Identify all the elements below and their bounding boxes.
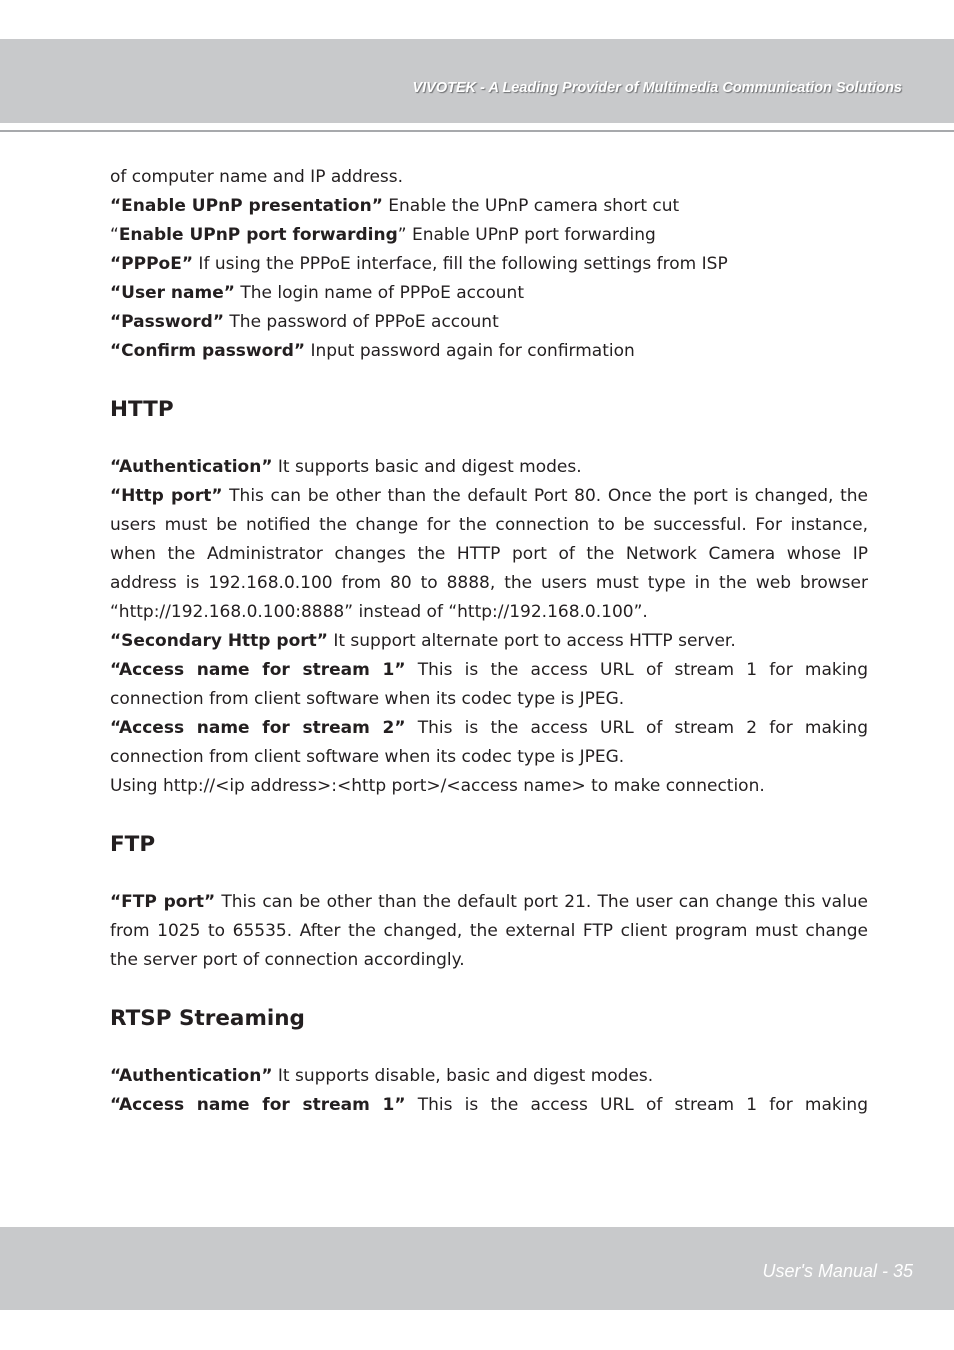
term-description: This is the access URL of stream 2 for making — [405, 718, 868, 738]
term-label: “Http port” — [110, 486, 223, 506]
term-description: It supports disable, basic and digest modes. — [272, 1066, 654, 1086]
page-content — [110, 163, 868, 1120]
term-label: “Confirm password” — [110, 341, 306, 361]
term-label: “FTP port” — [110, 892, 216, 912]
term-description: This is the access URL of stream 1 for making — [405, 660, 868, 680]
intro-text: of computer name and IP address. — [110, 167, 404, 187]
term-label: Enable UPnP port forwarding — [118, 225, 398, 245]
section-title-rtsp: RTSP Streaming — [110, 1006, 305, 1031]
upnp-forwarding-line — [110, 221, 868, 250]
http-port-line — [110, 598, 868, 627]
term-label: “Authentication” — [110, 1066, 273, 1086]
http-port-line — [110, 511, 868, 540]
term-description: This is the access URL of stream 1 for making — [405, 1095, 868, 1115]
body-text: connection from client software when its codec type is JPEG. — [110, 747, 625, 767]
http-port-line — [110, 540, 868, 569]
using-url-line — [110, 772, 868, 801]
section-title-http: HTTP — [110, 397, 174, 422]
term-label: “PPPoE” — [110, 254, 194, 274]
body-text: when the Administrator changes the HTTP port of the Network Camera whose IP — [110, 544, 868, 564]
intro-line — [110, 163, 868, 192]
term-label: “Password” — [110, 312, 224, 332]
access-name-stream1-line — [110, 685, 868, 714]
rtsp-auth-line — [110, 1062, 868, 1091]
http-port-line — [110, 482, 868, 511]
rtsp-access-name-stream1-line — [110, 1091, 868, 1120]
upnp-presentation-line — [110, 192, 868, 221]
password-line — [110, 308, 868, 337]
header-divider — [0, 130, 954, 132]
access-name-stream2-line — [110, 714, 868, 743]
user-name-line — [110, 279, 868, 308]
spacer — [110, 801, 868, 830]
secondary-http-port-line — [110, 627, 868, 656]
term-description: If using the PPPoE interface, fill the following settings from ISP — [193, 254, 728, 274]
term-description: This can be other than the default port 21. The user can change this value — [215, 892, 868, 912]
header-tagline: VIVOTEK - A Leading Provider of Multimedia Communication Solutions — [412, 80, 902, 96]
spacer — [110, 366, 868, 395]
access-name-stream2-line — [110, 743, 868, 772]
body-text: Using http://<ip address>:<http port>/<access name> to make connection. — [110, 776, 765, 796]
body-text: “http://192.168.0.100:8888” instead of “http://192.168.0.100”. — [110, 602, 648, 622]
term-label: “Authentication” — [110, 457, 273, 477]
spacer — [110, 424, 868, 453]
term-label: “Access name for stream 1” — [110, 660, 406, 680]
body-text: from 1025 to 65535. After the changed, the external FTP client program must change — [110, 921, 868, 941]
body-text: address is 192.168.0.100 from 80 to 8888, the users must type in the web browser — [110, 573, 868, 593]
http-auth-line — [110, 453, 868, 482]
ftp-port-line — [110, 888, 868, 917]
access-name-stream1-line — [110, 656, 868, 685]
term-description: Enable the UPnP camera short cut — [382, 196, 680, 216]
term-description: ” Enable UPnP port forwarding — [397, 225, 656, 245]
spacer — [110, 975, 868, 1004]
term-description: It support alternate port to access HTTP server. — [327, 631, 736, 651]
term-description: The password of PPPoE account — [224, 312, 499, 332]
open-quote: “ — [110, 225, 119, 245]
term-description: It supports basic and digest modes. — [272, 457, 582, 477]
ftp-port-line — [110, 946, 868, 975]
term-description: This can be other than the default Port 80. Once the port is changed, the — [222, 486, 868, 506]
pppoe-line — [110, 250, 868, 279]
term-label: “User name” — [110, 283, 235, 303]
term-label: “Enable UPnP presentation” — [110, 196, 383, 216]
term-description: The login name of PPPoE account — [234, 283, 524, 303]
term-label: “Access name for stream 2” — [110, 718, 406, 738]
page-number-label: User's Manual - 35 — [762, 1261, 913, 1281]
spacer — [110, 1033, 868, 1062]
confirm-password-line — [110, 337, 868, 366]
term-description: Input password again for confirmation — [305, 341, 635, 361]
spacer — [110, 859, 868, 888]
body-text: connection from client software when its codec type is JPEG. — [110, 689, 625, 709]
ftp-port-line — [110, 917, 868, 946]
term-label: “Access name for stream 1” — [110, 1095, 406, 1115]
body-text: the server port of connection accordingly. — [110, 950, 465, 970]
http-port-line — [110, 569, 868, 598]
term-label: “Secondary Http port” — [110, 631, 328, 651]
body-text: users must be notified the change for the connection to be successful. For instance, — [110, 515, 868, 535]
section-title-ftp: FTP — [110, 832, 156, 857]
